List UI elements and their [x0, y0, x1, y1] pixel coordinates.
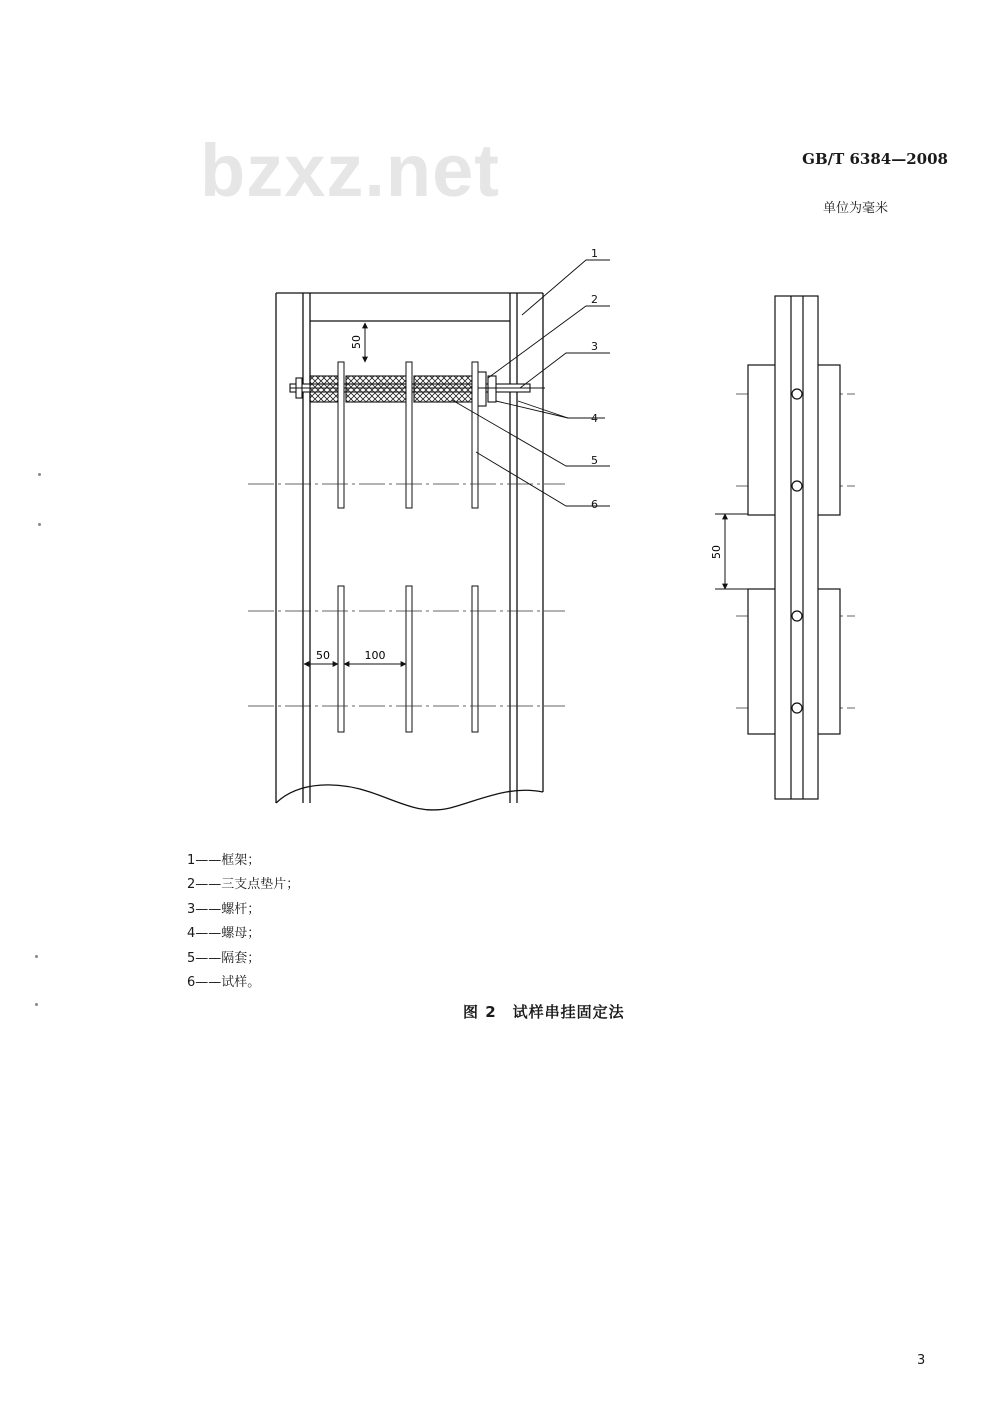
callout-2: 2 [591, 293, 598, 306]
watermark: bzxz.net [200, 129, 500, 212]
callout-3: 3 [591, 340, 598, 353]
scan-speck [35, 1003, 38, 1006]
specimens [338, 362, 478, 732]
bolt-assembly [290, 372, 545, 406]
legend-item: 2——三支点垫片； [187, 877, 300, 893]
callout-5: 5 [591, 454, 598, 467]
legend-item: 5——隔套； [187, 950, 261, 966]
legend-item: 4——螺母； [187, 926, 261, 942]
scan-speck [38, 473, 41, 476]
scan-speck [38, 523, 41, 526]
legend-item: 3——螺杆； [187, 901, 261, 917]
scan-speck [35, 955, 38, 958]
callout-1: 1 [591, 247, 598, 260]
callout-4: 4 [591, 412, 598, 425]
figure-caption: 图 2 试样串挂固定法 [463, 1003, 625, 1021]
unit-note: 单位为毫米 [822, 201, 888, 216]
dimension-top-label: 50 [350, 335, 363, 349]
side-view [748, 296, 840, 799]
legend [187, 849, 299, 995]
standard-code: GB/T 6384—2008 [802, 150, 948, 168]
page-number: 3 [917, 1353, 926, 1368]
dimension-side-label: 50 [710, 545, 723, 559]
legend-item: 6——试样。 [187, 975, 261, 991]
dimension-spacing-label: 100 [364, 649, 386, 662]
callout-6: 6 [591, 498, 598, 511]
callout-labels [591, 247, 598, 511]
dimension-edge-label: 50 [316, 649, 330, 662]
legend-item: 1——框架； [187, 853, 261, 868]
